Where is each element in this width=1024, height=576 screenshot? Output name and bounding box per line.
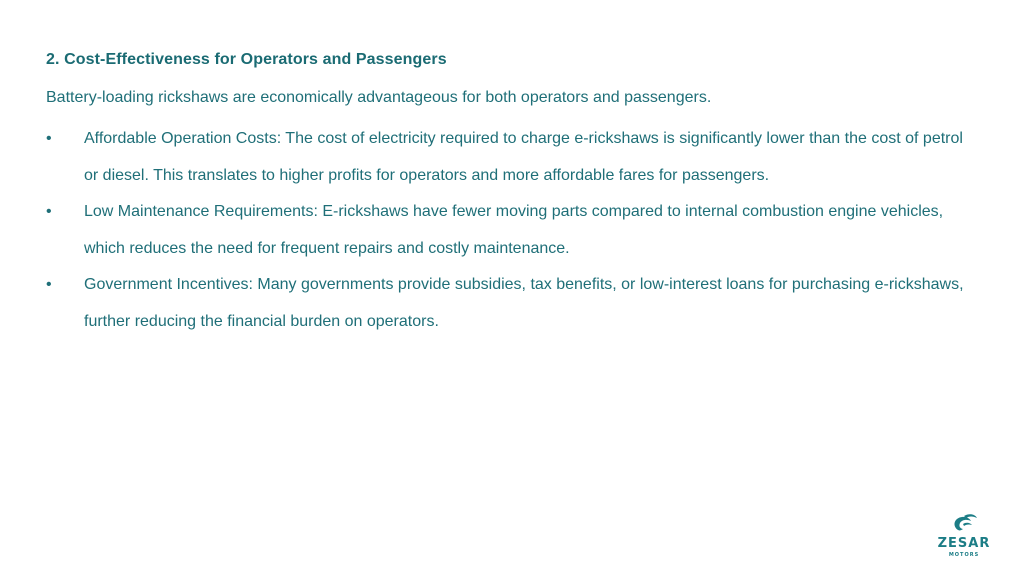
bullet-dot-icon: • [46, 203, 52, 220]
logo-wordmark: ZESAR [937, 536, 991, 551]
bullet-list [46, 121, 966, 340]
bullet-item [46, 194, 966, 267]
zesar-logo [936, 512, 992, 562]
bullet-text: Affordable Operation Costs: The cost of electricity required to charge e-rickshaws is significantly lower than the cost of petrol or diesel. This translates to higher profits for operators and more affordable fares for passengers. [84, 130, 963, 184]
bullet-text: Government Incentives: Many governments provide subsidies, tax benefits, or low-interest loans for purchasing e-rickshaws, further reducing the financial burden on operators. [84, 276, 964, 330]
bullet-dot-icon: • [46, 276, 52, 293]
bullet-item [46, 267, 966, 340]
section-heading: 2. Cost-Effectiveness for Operators and Passengers [46, 51, 447, 68]
section-intro: Battery-loading rickshaws are economically advantageous for both operators and passengers. [46, 89, 712, 106]
logo-subtext: MOTORS [948, 552, 980, 558]
bullet-item [46, 121, 966, 194]
bullet-text: Low Maintenance Requirements: E-rickshaws have fewer moving parts compared to internal combustion engine vehicles, which reduces the need for frequent repairs and costly maintenance. [84, 203, 944, 257]
bullet-dot-icon: • [46, 130, 52, 147]
zesar-emblem-icon [936, 512, 992, 536]
